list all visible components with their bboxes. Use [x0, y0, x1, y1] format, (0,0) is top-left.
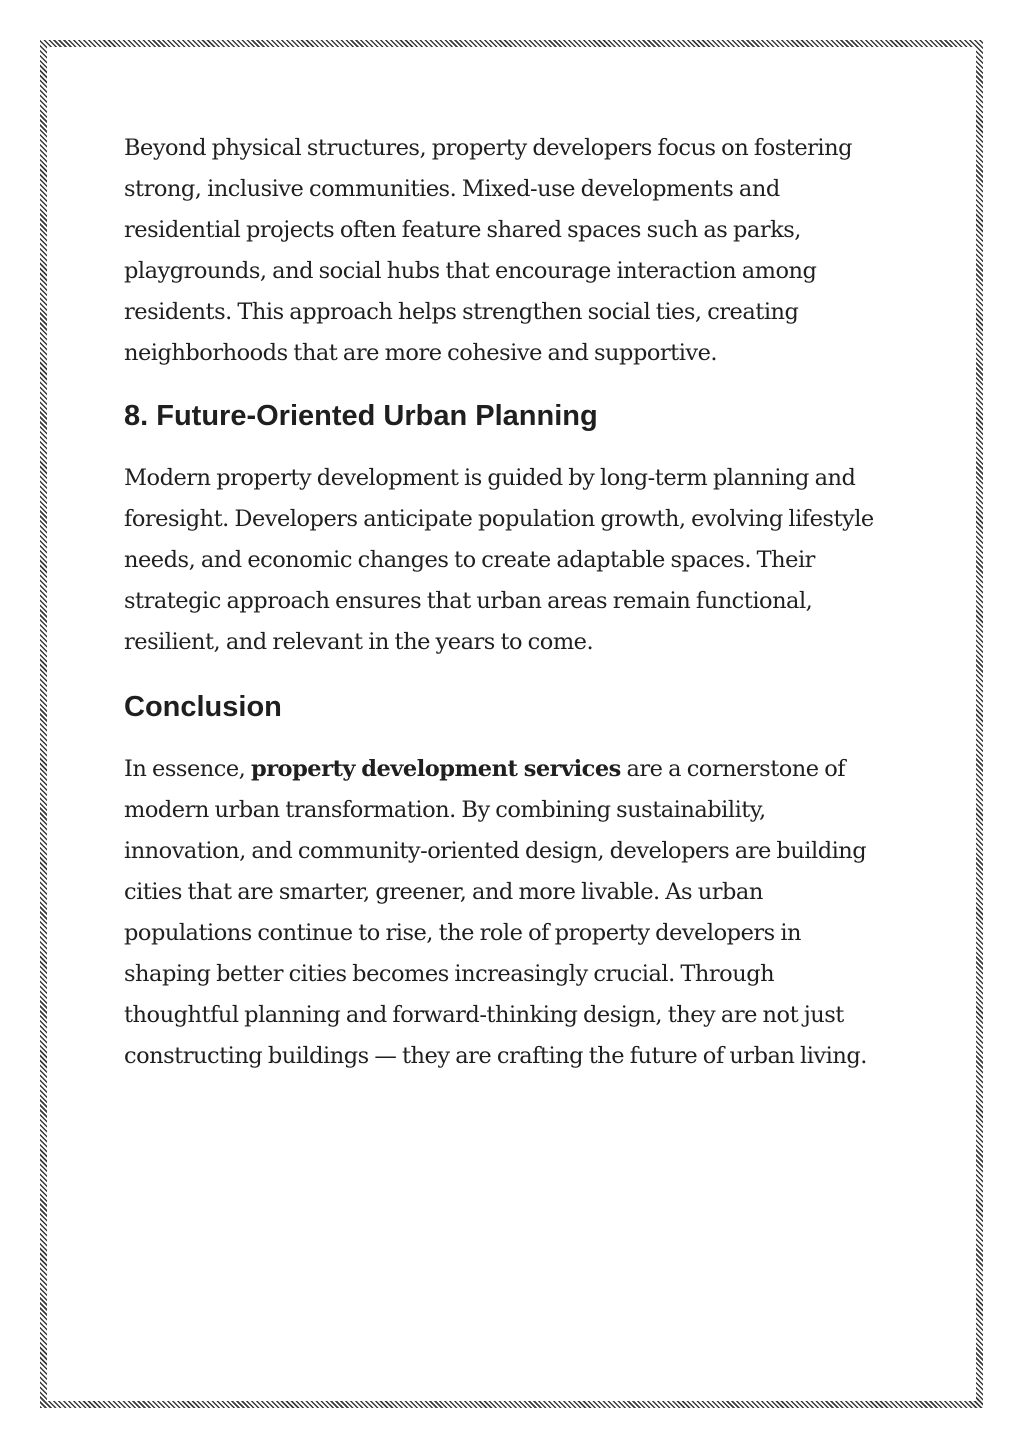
- text-line: resilient, and relevant in the years to come.: [124, 629, 594, 655]
- bold-keyword: property development services: [250, 756, 621, 782]
- text-line: residential projects often feature shared spaces such as parks,: [124, 217, 801, 243]
- text-line: modern urban transformation. By combining sustainability,: [124, 797, 766, 823]
- text-line: [124, 749, 914, 790]
- text-line: strategic approach ensures that urban areas remain functional,: [124, 588, 813, 614]
- text-line: needs, and economic changes to create adaptable spaces. Their: [124, 547, 815, 573]
- text-line: foresight. Developers anticipate population growth, evolving lifestyle: [124, 506, 874, 532]
- text-line: shaping better cities becomes increasingly crucial. Through: [124, 961, 775, 987]
- paragraph-communities: [124, 128, 914, 374]
- text-line: neighborhoods that are more cohesive and supportive.: [124, 340, 718, 366]
- text-line: cities that are smarter, greener, and more livable. As urban: [124, 879, 763, 905]
- document-body: [124, 128, 914, 1077]
- paragraph-urban-planning: [124, 458, 914, 663]
- text-line: playgrounds, and social hubs that encourage interaction among: [124, 258, 817, 284]
- section-heading-urban-planning: 8. Future-Oriented Urban Planning: [124, 400, 598, 432]
- text-line: Beyond physical structures, property developers focus on fostering: [124, 135, 852, 161]
- text-run: In essence,: [124, 756, 251, 782]
- text-line: residents. This approach helps strengthen social ties, creating: [124, 299, 799, 325]
- text-run: are a cornerstone of: [620, 756, 846, 782]
- paragraph-conclusion: [124, 749, 914, 1077]
- text-line: innovation, and community-oriented design, developers are building: [124, 838, 867, 864]
- text-line: populations continue to rise, the role of property developers in: [124, 920, 802, 946]
- section-heading-conclusion: Conclusion: [124, 691, 282, 723]
- text-line: strong, inclusive communities. Mixed-use developments and: [124, 176, 780, 202]
- text-line: thoughtful planning and forward-thinking design, they are not just: [124, 1002, 844, 1028]
- text-line: Modern property development is guided by long-term planning and: [124, 465, 856, 491]
- text-line: constructing buildings — they are crafting the future of urban living.: [124, 1043, 867, 1069]
